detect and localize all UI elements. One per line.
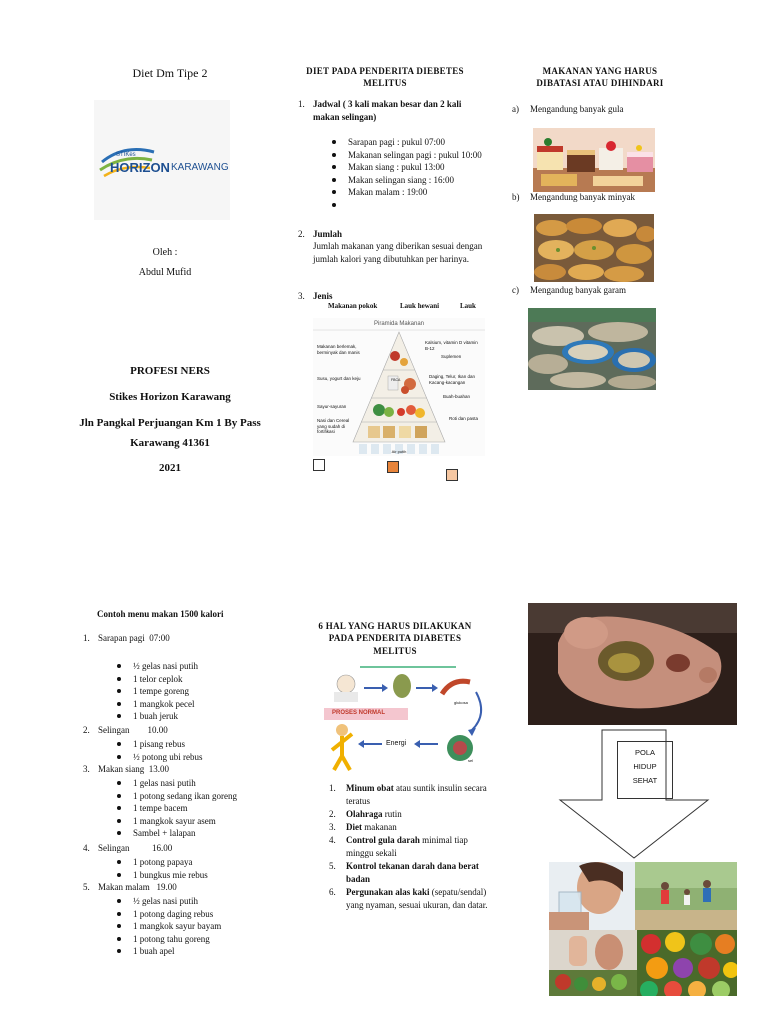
pyramid-label: Susu, yogurt dan keju xyxy=(317,376,361,381)
item-letter: a) xyxy=(512,104,519,114)
legend-box-animal-protein xyxy=(387,461,399,473)
profession-label: PROFESI NERS xyxy=(130,365,210,377)
arrow-text-line: SEHAT xyxy=(632,776,658,785)
pyramid-center-label: FBCA xyxy=(391,378,401,382)
pyramid-label: Kalsium, vitamin D vitamin B-12 xyxy=(425,340,478,351)
foot-icon xyxy=(528,603,737,725)
hand-stop-icon xyxy=(549,930,637,996)
meal-items xyxy=(115,738,285,763)
running-people-icon xyxy=(635,862,737,930)
legend-staple: Makanan pokok xyxy=(328,302,378,310)
item-bold: Control gula darah xyxy=(346,835,420,845)
food-pyramid xyxy=(313,318,485,456)
pyramid-title: Piramida Makanan xyxy=(373,321,425,327)
sugary-food-photo xyxy=(533,128,655,192)
avoid-item-oil: Mengandung banyak minyak xyxy=(530,192,635,202)
item-number: 1. xyxy=(298,99,305,109)
list-item: Sambel + lalapan xyxy=(115,827,285,840)
meal-heading: Makan malam 19.00 xyxy=(98,882,177,892)
pyramid-label: Suplemen xyxy=(441,354,462,359)
fried-food-photo xyxy=(534,214,654,282)
amount-heading: Jumlah xyxy=(313,229,343,239)
item-rest: (sepatu/sendal) yang nyaman, sesuai ukuran, dan datar. xyxy=(346,887,488,910)
list-item: Makan siang : pukul 13:00 xyxy=(330,161,490,174)
list-item xyxy=(329,860,489,886)
oleh-label: Oleh : xyxy=(152,247,178,258)
legend-box-side-dish xyxy=(446,469,458,481)
address-line-2: Karawang 41361 xyxy=(130,437,210,449)
legend-box-staple xyxy=(313,459,325,471)
list-item: 1 mangkok sayur bayam xyxy=(115,920,285,933)
pyramid-label: Sayur-sayuran xyxy=(317,404,347,409)
todo-title-line-1: 6 HAL YANG HARUS DILAKUKAN xyxy=(318,621,472,631)
schedule-heading: Jadwal ( 3 kali makan besar dan 2 kali makan selingan) xyxy=(313,99,462,122)
list-item: 1 bungkus mie rebus xyxy=(115,869,285,882)
list-item: ½ potong ubi rebus xyxy=(115,751,285,764)
diabetic-foot-photo xyxy=(528,603,737,725)
schedule-list xyxy=(330,136,490,199)
list-item: 1 potong papaya xyxy=(115,856,285,869)
list-item: ½ gelas nasi putih xyxy=(115,660,285,673)
author-name: Abdul Mufid xyxy=(138,267,192,278)
meal-items xyxy=(115,895,285,958)
pyramid-label: Buah-buahan xyxy=(443,394,471,399)
list-item xyxy=(329,782,489,808)
item-number: 2. xyxy=(329,809,336,819)
list-item xyxy=(329,834,489,860)
list-item: Sarapan pagi : pukul 07:00 xyxy=(330,136,490,149)
item-number: 6. xyxy=(329,887,336,897)
drinking-water-icon xyxy=(549,862,635,930)
list-item: 1 telor ceplok xyxy=(115,673,285,686)
todo-list xyxy=(329,782,489,912)
item-number: 4. xyxy=(329,835,336,845)
logo-small-text: STIKes xyxy=(116,152,136,158)
item-bold: Diet xyxy=(346,822,362,832)
salted-fish-icon xyxy=(528,308,656,390)
list-item: 1 mangkok sayur asem xyxy=(115,815,285,828)
list-item: 1 tempe goreng xyxy=(115,685,285,698)
metabolism-diagram xyxy=(320,664,490,776)
diet-title-line-1: DIET PADA PENDERITA DIEBETES xyxy=(306,66,464,76)
item-bold: Olahraga xyxy=(346,809,383,819)
exercise-photo xyxy=(635,862,737,930)
fried-food-icon xyxy=(534,214,654,282)
list-item xyxy=(329,821,489,834)
pyramid-label: Nasi dan Cereal yang sudah di fortifikasi xyxy=(317,418,350,434)
list-item: 1 potong tahu goreng xyxy=(115,933,285,946)
item-rest: makanan xyxy=(362,822,397,832)
refusing-food-photo xyxy=(549,930,637,996)
energy-label: Energi xyxy=(386,740,407,747)
pyramid-bottom-label: Air putih xyxy=(391,449,407,454)
meal-heading: Selingan 10.00 xyxy=(98,725,168,735)
legend-side-dish: Lauk xyxy=(460,302,476,310)
item-bold: Pergunakan alas kaki xyxy=(346,887,430,897)
todo-title-line-3: MELITUS xyxy=(373,646,417,656)
item-letter: b) xyxy=(512,192,520,202)
list-item: 1 buah apel xyxy=(115,945,285,958)
cake-icon xyxy=(533,128,655,192)
avoid-item-sugar: Mengandung banyak gula xyxy=(530,104,624,114)
list-item: Makan malam : 19:00 xyxy=(330,186,490,199)
avoid-title-line-2: DIBATASI ATAU DIHINDARI xyxy=(536,78,664,88)
salted-fish-photo xyxy=(528,308,656,390)
item-letter: c) xyxy=(512,285,519,295)
item-number: 5. xyxy=(329,861,336,871)
brochure-title: Diet Dm Tipe 2 xyxy=(132,66,208,80)
list-item: Makanan selingan pagi : pukul 10:00 xyxy=(330,149,490,162)
item-rest: minimal tiap minggu sekali xyxy=(346,835,468,858)
meal-items xyxy=(115,660,285,723)
pyramid-triangle-icon xyxy=(313,318,485,456)
list-item: 1 tempe bacem xyxy=(115,802,285,815)
list-item xyxy=(329,808,489,821)
meal-number: 1. xyxy=(83,633,90,643)
avoid-title-line-1: MAKANAN YANG HARUS xyxy=(542,66,658,76)
meal-number: 4. xyxy=(83,843,90,853)
year-label: 2021 xyxy=(159,462,181,474)
list-item: 1 potong sedang ikan goreng xyxy=(115,790,285,803)
logo-horizon-text: HORIZON xyxy=(110,160,170,175)
item-rest: atau suntik insulin secara teratus xyxy=(346,783,487,806)
item-rest: rutin xyxy=(382,809,402,819)
type-heading: Jenis xyxy=(313,291,333,301)
list-item: 1 mangkok pecel xyxy=(115,698,285,711)
avoid-item-salt: Mengandug banyak garam xyxy=(530,285,626,295)
list-item: ½ gelas nasi putih xyxy=(115,895,285,908)
list-item: Makan selingan siang : 16:00 xyxy=(330,174,490,187)
list-item: 1 pisang rebus xyxy=(115,738,285,751)
list-item: 1 buah jeruk xyxy=(115,710,285,723)
address-line-1: Jln Pangkal Perjuangan Km 1 By Pass xyxy=(79,417,261,429)
legend-animal-protein: Lauk hewani xyxy=(400,302,440,310)
amount-text: Jumlah makanan yang diberikan sesuai dengan jumlah kalori yang dibutuhkan per harinya. xyxy=(313,241,483,264)
metabolism-flow-icon xyxy=(320,664,490,776)
pyramid-label: Roti dan pasta xyxy=(449,416,479,421)
item-bold: Kontrol tekanan darah dana berat badan xyxy=(346,861,479,884)
meal-items xyxy=(115,856,285,881)
meal-number: 2. xyxy=(83,725,90,735)
item-bold: Minum obat xyxy=(346,783,394,793)
meal-number: 3. xyxy=(83,764,90,774)
arrow-text-line: HIDUP xyxy=(633,762,657,771)
process-label: PROSES NORMAL xyxy=(332,710,386,716)
item-number: 1. xyxy=(329,783,336,793)
institution-name: Stikes Horizon Karawang xyxy=(109,391,231,403)
logo xyxy=(94,100,230,220)
logo-city-text: KARAWANG xyxy=(171,162,229,173)
drinking-water-photo xyxy=(549,862,635,930)
item-number: 3. xyxy=(329,822,336,832)
fruits-vegetables-photo xyxy=(637,930,737,996)
arrow-text-line: POLA xyxy=(634,748,655,757)
pyramid-label: Daging, Telur, Ikan dan Kacang-kacangan xyxy=(429,374,475,385)
healthy-lifestyle-box xyxy=(617,741,673,799)
glucose-label: glukosa xyxy=(454,700,468,705)
meal-number: 5. xyxy=(83,882,90,892)
menu-title: Contoh menu makan 1500 kalori xyxy=(97,609,224,619)
item-number: 3. xyxy=(298,291,305,301)
diet-title-line-2: MELITUS xyxy=(363,78,407,88)
meal-items xyxy=(115,777,285,840)
pyramid-label: Makanan berlemak, berminyak dan manis xyxy=(317,344,360,355)
todo-title-line-2: PADA PENDERITA DIABETES xyxy=(328,633,462,643)
fruits-icon xyxy=(637,930,737,996)
cell-label: sel xyxy=(468,758,474,763)
item-number: 2. xyxy=(298,229,305,239)
list-item xyxy=(329,886,489,912)
meal-heading: Selingan 16.00 xyxy=(98,843,173,853)
list-item: 1 gelas nasi putih xyxy=(115,777,285,790)
meal-heading: Sarapan pagi 07:00 xyxy=(98,633,170,643)
list-item: 1 potong daging rebus xyxy=(115,908,285,921)
meal-heading: Makan siang 13.00 xyxy=(98,764,169,774)
